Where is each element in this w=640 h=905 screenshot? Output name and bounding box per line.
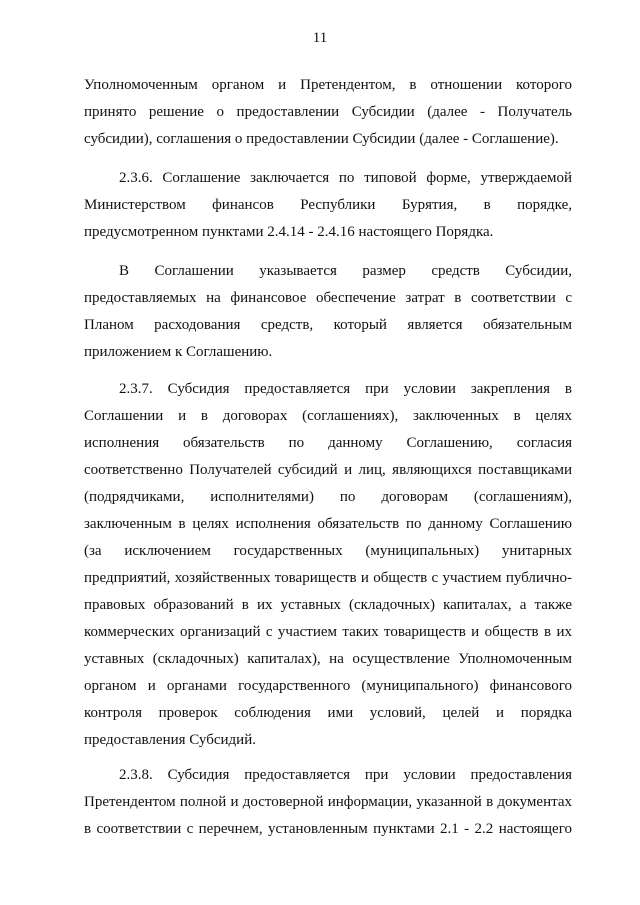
text-line: субсидии), соглашения о предоставлении Субсидии (далее - Соглашение). — [84, 131, 559, 147]
text-line: предоставляемых на финансовое обеспечение затрат в соответствии с — [84, 290, 572, 306]
text-line: (за исключением государственных (муниципальных) унитарных — [84, 543, 572, 559]
paragraph-2-3-8 — [84, 762, 572, 843]
paragraph-2-3-6 — [84, 165, 572, 246]
text-line: приложением к Соглашению. — [84, 344, 273, 360]
paragraph-2-3-7 — [84, 376, 572, 754]
text-line: 2.3.6. Соглашение заключается по типовой форме, утверждаемой — [119, 170, 572, 186]
text-line: коммерческих организаций с участием таких товариществ и обществ в их — [84, 624, 572, 640]
text-line: принято решение о предоставлении Субсидии (далее - Получатель — [84, 104, 572, 120]
text-line: в соответствии с перечнем, установленным пунктами 2.1 - 2.2 настоящего — [84, 821, 572, 837]
text-line: соответственно Получателей субсидий и лиц, являющихся поставщиками — [84, 462, 572, 478]
text-line: (подрядчиками, исполнителями) по договорам (соглашениям), — [84, 489, 572, 505]
text-line: контроля проверок соблюдения ими условий, целей и порядка — [84, 705, 572, 721]
page-number: 11 — [312, 30, 328, 46]
text-line: органом и органами государственного (муниципального) финансового — [84, 678, 572, 694]
text-line: исполнения обязательств по данному Соглашению, согласия — [84, 435, 572, 451]
text-line: 2.3.8. Субсидия предоставляется при условии предоставления — [119, 767, 572, 783]
text-line: уставных (складочных) капиталах), на осуществление Уполномоченным — [84, 651, 572, 667]
text-line: В Соглашении указывается размер средств Субсидии, — [119, 263, 572, 279]
text-line: Министерством финансов Республики Бурятия, в порядке, — [84, 197, 572, 213]
document-body — [84, 72, 572, 843]
paragraph-agreement-amount — [84, 258, 572, 366]
text-line: Уполномоченным органом и Претендентом, в отношении которого — [84, 77, 572, 93]
text-line: предприятий, хозяйственных товариществ и обществ с участием публично- — [84, 570, 572, 586]
text-line: предоставления Субсидий. — [84, 732, 256, 748]
text-line: правовых образований в их уставных (складочных) капиталах, а также — [84, 597, 572, 613]
text-line: 2.3.7. Субсидия предоставляется при условии закрепления в — [119, 381, 572, 397]
text-line: предусмотренном пунктами 2.4.14 - 2.4.16 настоящего Порядка. — [84, 224, 494, 240]
text-line: Претендентом полной и достоверной информации, указанной в документах — [84, 794, 572, 810]
text-line: Соглашении и в договорах (соглашениях), заключенных в целях — [84, 408, 572, 424]
paragraph-continuation — [84, 72, 572, 153]
text-line: Планом расходования средств, который является обязательным — [84, 317, 572, 333]
text-line: заключенным в целях исполнения обязательств по данному Соглашению — [84, 516, 572, 532]
